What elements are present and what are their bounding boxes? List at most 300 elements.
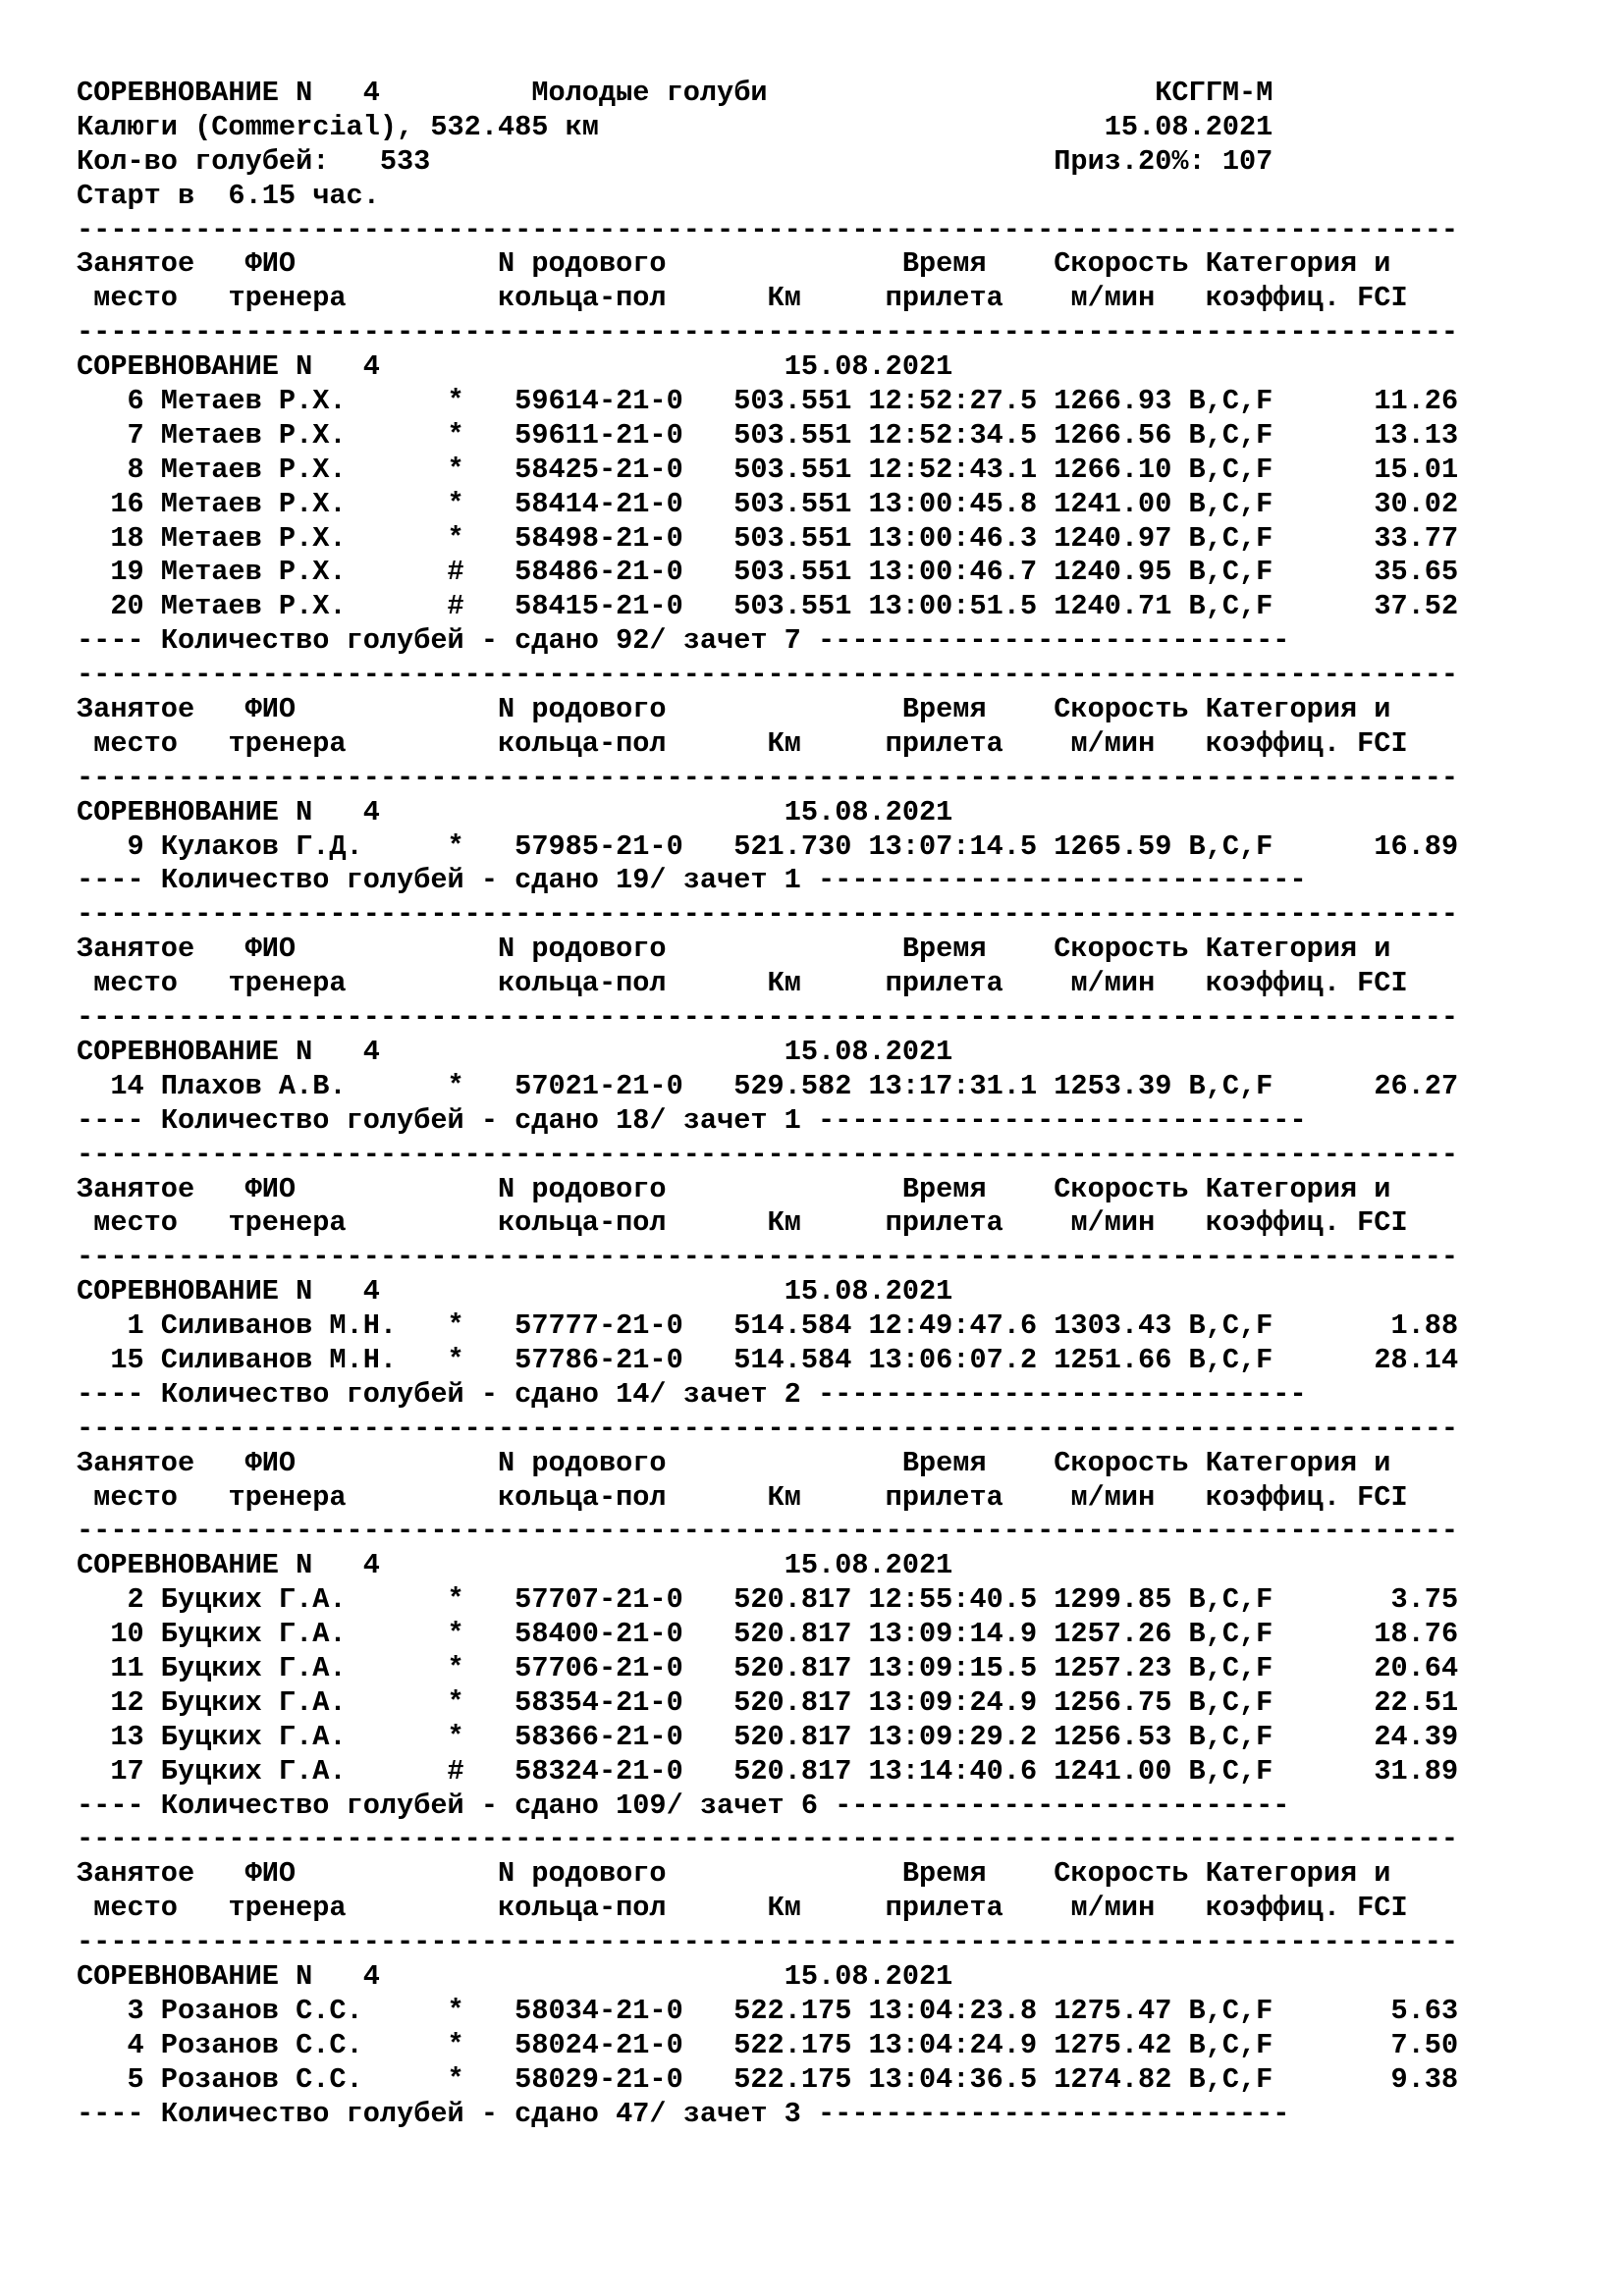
distance-km: 503.551 bbox=[733, 385, 852, 418]
arrival-time: 13:04:36.5 bbox=[868, 2062, 1038, 2096]
fancier-name: Буцких Г.А. bbox=[160, 1583, 347, 1617]
section-title bbox=[77, 1549, 1458, 1583]
section-title bbox=[77, 1036, 1458, 1070]
speed: 1256.53 bbox=[1054, 1720, 1172, 1753]
fci-coefficient: 24.39 bbox=[1374, 1720, 1459, 1753]
fancier-name: Буцких Г.А. bbox=[160, 1618, 347, 1651]
fancier-name: Метаев Р.Х. bbox=[160, 487, 347, 520]
distance-km: 522.175 bbox=[733, 1994, 852, 2027]
arrival-time: 13:09:29.2 bbox=[868, 1720, 1038, 1753]
distance-km: 514.584 bbox=[733, 1309, 852, 1343]
col-name-2: тренера bbox=[228, 282, 347, 315]
place: 17 bbox=[110, 1754, 144, 1788]
category: B,C,F bbox=[1188, 2028, 1273, 2061]
fci-coefficient: 30.02 bbox=[1374, 487, 1459, 520]
category: B,C,F bbox=[1188, 453, 1273, 486]
column-header-line-2 bbox=[77, 1481, 1458, 1516]
col-time: Время bbox=[901, 693, 987, 726]
col-speed: Скорость bbox=[1054, 1446, 1189, 1479]
result-row bbox=[77, 1995, 1458, 2029]
col-speed-2: м/мин bbox=[1070, 967, 1156, 1000]
arrival-time: 12:52:43.1 bbox=[868, 453, 1038, 486]
arrival-time: 13:00:45.8 bbox=[868, 487, 1038, 520]
col-speed: Скорость bbox=[1054, 247, 1189, 281]
ring-number: 59611-21-0 bbox=[514, 418, 683, 452]
arrival-time: 13:07:14.5 bbox=[868, 829, 1038, 863]
separator-line: ---------------------------------------------------------------------------------- bbox=[77, 1241, 1459, 1274]
place: 2 bbox=[127, 1583, 144, 1617]
place: 4 bbox=[127, 2028, 144, 2061]
separator-line: ---------------------------------------------------------------------------------- bbox=[77, 1138, 1459, 1171]
separator-line: ---------------------------------------------------------------------------------- bbox=[77, 761, 1459, 794]
result-row bbox=[77, 830, 1458, 865]
separator-line: ---------------------------------------------------------------------------------- bbox=[77, 213, 1459, 246]
arrival-time: 13:04:23.8 bbox=[868, 1994, 1038, 2027]
distance-km: 520.817 bbox=[733, 1651, 852, 1684]
mark: * bbox=[447, 453, 464, 486]
result-row bbox=[77, 556, 1458, 590]
col-speed-2: м/мин bbox=[1070, 1480, 1156, 1514]
result-row bbox=[77, 2029, 1458, 2063]
place: 10 bbox=[110, 1618, 144, 1651]
speed: 1257.26 bbox=[1054, 1618, 1172, 1651]
place: 15 bbox=[110, 1343, 144, 1376]
speed: 1275.42 bbox=[1054, 2028, 1172, 2061]
col-place-2: место bbox=[93, 282, 178, 315]
col-speed: Скорость bbox=[1054, 1857, 1189, 1891]
col-time: Время bbox=[901, 1172, 987, 1205]
col-name: ФИО bbox=[244, 693, 297, 726]
arrival-time: 13:14:40.6 bbox=[868, 1754, 1038, 1788]
speed: 1299.85 bbox=[1054, 1583, 1172, 1617]
col-time: Время bbox=[901, 1446, 987, 1479]
col-name: ФИО bbox=[244, 933, 297, 966]
category: B,C,F bbox=[1188, 385, 1273, 418]
col-name-2: тренера bbox=[228, 967, 347, 1000]
separator-line: ---------------------------------------------------------------------------------- bbox=[77, 316, 1459, 349]
mark: * bbox=[447, 1685, 464, 1719]
result-row bbox=[77, 1755, 1458, 1789]
fci-coefficient: 16.89 bbox=[1374, 829, 1459, 863]
fancier-name: Буцких Г.А. bbox=[160, 1651, 347, 1684]
col-place: Занятое bbox=[77, 933, 195, 966]
col-speed-2: м/мин bbox=[1070, 282, 1156, 315]
col-ring: N родового bbox=[498, 933, 667, 966]
competition-title: СОРЕВНОВАНИЕ N 4 bbox=[77, 77, 380, 109]
col-speed-2: м/мин bbox=[1070, 726, 1156, 760]
mark: * bbox=[447, 1618, 464, 1651]
distance-km: 521.730 bbox=[733, 829, 852, 863]
category: B,C,F bbox=[1188, 829, 1273, 863]
category: B,C,F bbox=[1188, 556, 1273, 589]
arrival-time: 13:09:24.9 bbox=[868, 1685, 1038, 1719]
distance-km: 514.584 bbox=[733, 1343, 852, 1376]
fancier-name: Метаев Р.Х. bbox=[160, 590, 347, 623]
section-competition: СОРЕВНОВАНИЕ N 4 bbox=[77, 1549, 380, 1582]
mark: * bbox=[447, 1651, 464, 1684]
distance-km: 503.551 bbox=[733, 418, 852, 452]
ring-number: 58034-21-0 bbox=[514, 1994, 683, 2027]
col-category: Категория и bbox=[1205, 1446, 1391, 1479]
distance-km: 503.551 bbox=[733, 556, 852, 589]
result-row bbox=[77, 1618, 1458, 1652]
fci-coefficient: 9.38 bbox=[1390, 2062, 1459, 2096]
speed: 1275.47 bbox=[1054, 1994, 1172, 2027]
separator-line: ---------------------------------------------------------------------------------- bbox=[77, 1001, 1459, 1035]
mark: * bbox=[447, 1343, 464, 1376]
category: B,C,F bbox=[1188, 1583, 1273, 1617]
col-place: Занятое bbox=[77, 1172, 195, 1205]
ring-number: 58498-21-0 bbox=[514, 521, 683, 555]
arrival-time: 12:52:34.5 bbox=[868, 418, 1038, 452]
column-header-line-1 bbox=[77, 933, 1458, 967]
fci-coefficient: 31.89 bbox=[1374, 1754, 1459, 1788]
ring-number: 57021-21-0 bbox=[514, 1069, 683, 1102]
category: B,C,F bbox=[1188, 1651, 1273, 1684]
arrival-time: 13:00:46.7 bbox=[868, 556, 1038, 589]
fancier-name: Силиванов М.Н. bbox=[160, 1309, 398, 1343]
mark: * bbox=[447, 1309, 464, 1343]
fancier-name: Розанов С.С. bbox=[160, 1994, 363, 2027]
category: B,C,F bbox=[1188, 1685, 1273, 1719]
result-row bbox=[77, 1344, 1458, 1378]
col-name-2: тренера bbox=[228, 1206, 347, 1240]
col-ring: N родового bbox=[498, 1446, 667, 1479]
result-row bbox=[77, 385, 1458, 419]
category: B,C,F bbox=[1188, 1069, 1273, 1102]
section-summary: ---- Количество голубей - сдано 109/ зачет 6 --------------------------- bbox=[77, 1789, 1290, 1822]
fancier-name: Метаев Р.Х. bbox=[160, 418, 347, 452]
category-title: Молодые голуби bbox=[531, 77, 768, 109]
fci-coefficient: 20.64 bbox=[1374, 1651, 1459, 1684]
category: B,C,F bbox=[1188, 1618, 1273, 1651]
distance-km: 529.582 bbox=[733, 1069, 852, 1102]
fci-coefficient: 3.75 bbox=[1390, 1583, 1459, 1617]
section-competition: СОРЕВНОВАНИЕ N 4 bbox=[77, 795, 380, 828]
col-name: ФИО bbox=[244, 1857, 297, 1891]
category: B,C,F bbox=[1188, 1994, 1273, 2027]
col-name: ФИО bbox=[244, 1446, 297, 1479]
ring-number: 57707-21-0 bbox=[514, 1583, 683, 1617]
col-place: Занятое bbox=[77, 693, 195, 726]
arrival-time: 13:04:24.9 bbox=[868, 2028, 1038, 2061]
fancier-name: Метаев Р.Х. bbox=[160, 453, 347, 486]
place: 19 bbox=[110, 556, 144, 589]
col-time: Время bbox=[901, 247, 987, 281]
fci-coefficient: 7.50 bbox=[1390, 2028, 1459, 2061]
speed: 1266.93 bbox=[1054, 385, 1172, 418]
fancier-name: Буцких Г.А. bbox=[160, 1720, 347, 1753]
category: B,C,F bbox=[1188, 521, 1273, 555]
place: 1 bbox=[127, 1309, 144, 1343]
speed: 1240.71 bbox=[1054, 590, 1172, 623]
col-ring-2: кольца-пол bbox=[498, 1480, 667, 1514]
col-place-2: место bbox=[93, 1892, 178, 1925]
section-title bbox=[77, 1275, 1458, 1309]
col-ring-2: кольца-пол bbox=[498, 726, 667, 760]
fancier-name: Метаев Р.Х. bbox=[160, 521, 347, 555]
prize-info: Приз.20%: 107 bbox=[1054, 144, 1273, 178]
speed: 1256.75 bbox=[1054, 1685, 1172, 1719]
col-coef: коэффиц. FCI bbox=[1205, 1206, 1408, 1240]
arrival-time: 13:06:07.2 bbox=[868, 1343, 1038, 1376]
place: 12 bbox=[110, 1685, 144, 1719]
col-name-2: тренера bbox=[228, 1480, 347, 1514]
separator-line: ---------------------------------------------------------------------------------- bbox=[77, 898, 1459, 932]
place: 3 bbox=[127, 1994, 144, 2027]
result-row bbox=[77, 2063, 1458, 2098]
col-place-2: место bbox=[93, 967, 178, 1000]
section-summary: ---- Количество голубей - сдано 19/ зачет 1 ----------------------------- bbox=[77, 864, 1307, 897]
col-ring-2: кольца-пол bbox=[498, 282, 667, 315]
section-date: 15.08.2021 bbox=[784, 1035, 953, 1068]
fancier-name: Буцких Г.А. bbox=[160, 1685, 347, 1719]
separator-line: ---------------------------------------------------------------------------------- bbox=[77, 1412, 1459, 1445]
section-title bbox=[77, 350, 1458, 385]
col-ring: N родового bbox=[498, 247, 667, 281]
mark: # bbox=[447, 556, 464, 589]
result-row bbox=[77, 590, 1458, 624]
section-summary: ---- Количество голубей - сдано 18/ зачет 1 ----------------------------- bbox=[77, 1103, 1307, 1137]
ring-number: 58486-21-0 bbox=[514, 556, 683, 589]
speed: 1241.00 bbox=[1054, 1754, 1172, 1788]
col-time-2: прилета bbox=[885, 1892, 1003, 1925]
mark: * bbox=[447, 418, 464, 452]
col-name: ФИО bbox=[244, 1172, 297, 1205]
section-title bbox=[77, 1960, 1458, 1995]
mark: * bbox=[447, 829, 464, 863]
col-ring-2: кольца-пол bbox=[498, 1892, 667, 1925]
col-km: Км bbox=[767, 726, 801, 760]
fancier-name: Метаев Р.Х. bbox=[160, 556, 347, 589]
ring-number: 58414-21-0 bbox=[514, 487, 683, 520]
category: B,C,F bbox=[1188, 418, 1273, 452]
ring-number: 58415-21-0 bbox=[514, 590, 683, 623]
separator-line: ---------------------------------------------------------------------------------- bbox=[77, 1515, 1459, 1548]
fancier-name: Силиванов М.Н. bbox=[160, 1343, 398, 1376]
section-summary: ---- Количество голубей - сдано 47/ зачет 3 ---------------------------- bbox=[77, 2097, 1290, 2130]
category: B,C,F bbox=[1188, 1720, 1273, 1753]
arrival-time: 13:09:15.5 bbox=[868, 1651, 1038, 1684]
mark: # bbox=[447, 1754, 464, 1788]
mark: # bbox=[447, 590, 464, 623]
ring-number: 58324-21-0 bbox=[514, 1754, 683, 1788]
place: 9 bbox=[127, 829, 144, 863]
fci-coefficient: 5.63 bbox=[1390, 1994, 1459, 2027]
place: 11 bbox=[110, 1651, 144, 1684]
ring-number: 59614-21-0 bbox=[514, 385, 683, 418]
col-category: Категория и bbox=[1205, 1857, 1391, 1891]
col-time-2: прилета bbox=[885, 1480, 1003, 1514]
section-competition: СОРЕВНОВАНИЕ N 4 bbox=[77, 1035, 380, 1068]
place: 13 bbox=[110, 1720, 144, 1753]
col-ring: N родового bbox=[498, 1857, 667, 1891]
section-date: 15.08.2021 bbox=[784, 795, 953, 828]
col-time-2: прилета bbox=[885, 726, 1003, 760]
speed: 1251.66 bbox=[1054, 1343, 1172, 1376]
place: 5 bbox=[127, 2062, 144, 2096]
col-time-2: прилета bbox=[885, 282, 1003, 315]
col-km: Км bbox=[767, 1206, 801, 1240]
col-ring: N родового bbox=[498, 1172, 667, 1205]
col-time: Время bbox=[901, 933, 987, 966]
header-line-2 bbox=[77, 111, 1458, 145]
ring-number: 58425-21-0 bbox=[514, 453, 683, 486]
result-row bbox=[77, 488, 1458, 522]
result-row bbox=[77, 419, 1458, 454]
mark: * bbox=[447, 487, 464, 520]
col-speed-2: м/мин bbox=[1070, 1892, 1156, 1925]
column-header-line-1 bbox=[77, 1857, 1458, 1892]
arrival-time: 12:52:27.5 bbox=[868, 385, 1038, 418]
club-name: КСГГМ-М bbox=[1155, 77, 1273, 109]
col-speed: Скорость bbox=[1054, 693, 1189, 726]
col-category: Категория и bbox=[1205, 933, 1391, 966]
distance-km: 520.817 bbox=[733, 1583, 852, 1617]
col-place: Занятое bbox=[77, 1446, 195, 1479]
col-speed: Скорость bbox=[1054, 1172, 1189, 1205]
place: 8 bbox=[127, 453, 144, 486]
ring-number: 58029-21-0 bbox=[514, 2062, 683, 2096]
column-header-line-1 bbox=[77, 1447, 1458, 1481]
speed: 1266.56 bbox=[1054, 418, 1172, 452]
fci-coefficient: 13.13 bbox=[1374, 418, 1459, 452]
place: 16 bbox=[110, 487, 144, 520]
col-coef: коэффиц. FCI bbox=[1205, 1480, 1408, 1514]
arrival-time: 13:09:14.9 bbox=[868, 1618, 1038, 1651]
separator-line: ---------------------------------------------------------------------------------- bbox=[77, 1823, 1459, 1856]
mark: * bbox=[447, 2062, 464, 2096]
fci-coefficient: 15.01 bbox=[1374, 453, 1459, 486]
place: 14 bbox=[110, 1069, 144, 1102]
section-summary: ---- Количество голубей - сдано 92/ зачет 7 ---------------------------- bbox=[77, 624, 1290, 658]
column-header-line-1 bbox=[77, 693, 1458, 727]
section-title bbox=[77, 796, 1458, 830]
column-header-line-2 bbox=[77, 1206, 1458, 1241]
col-km: Км bbox=[767, 1480, 801, 1514]
arrival-time: 12:49:47.6 bbox=[868, 1309, 1038, 1343]
col-coef: коэффиц. FCI bbox=[1205, 967, 1408, 1000]
col-speed-2: м/мин bbox=[1070, 1206, 1156, 1240]
col-category: Категория и bbox=[1205, 693, 1391, 726]
speed: 1240.95 bbox=[1054, 556, 1172, 589]
fci-coefficient: 18.76 bbox=[1374, 1618, 1459, 1651]
fci-coefficient: 11.26 bbox=[1374, 385, 1459, 418]
speed: 1253.39 bbox=[1054, 1069, 1172, 1102]
result-row bbox=[77, 1721, 1458, 1755]
result-row bbox=[77, 454, 1458, 488]
ring-number: 58354-21-0 bbox=[514, 1685, 683, 1719]
arrival-time: 12:55:40.5 bbox=[868, 1583, 1038, 1617]
col-time-2: прилета bbox=[885, 1206, 1003, 1240]
fci-coefficient: 33.77 bbox=[1374, 521, 1459, 555]
start-time: Старт в 6.15 час. bbox=[77, 179, 380, 212]
ring-number: 58024-21-0 bbox=[514, 2028, 683, 2061]
mark: * bbox=[447, 385, 464, 418]
place: 18 bbox=[110, 521, 144, 555]
arrival-time: 13:17:31.1 bbox=[868, 1069, 1038, 1102]
ring-number: 57985-21-0 bbox=[514, 829, 683, 863]
distance-km: 503.551 bbox=[733, 487, 852, 520]
fancier-name: Метаев Р.Х. bbox=[160, 385, 347, 418]
category: B,C,F bbox=[1188, 590, 1273, 623]
fancier-name: Буцких Г.А. bbox=[160, 1754, 347, 1788]
fancier-name: Розанов С.С. bbox=[160, 2062, 363, 2096]
race-date: 15.08.2021 bbox=[1104, 110, 1273, 143]
column-header-line-1 bbox=[77, 1173, 1458, 1207]
column-header-line-1 bbox=[77, 247, 1458, 282]
speed: 1257.23 bbox=[1054, 1651, 1172, 1684]
column-header-line-2 bbox=[77, 1892, 1458, 1926]
col-ring-2: кольца-пол bbox=[498, 1206, 667, 1240]
fci-coefficient: 35.65 bbox=[1374, 556, 1459, 589]
distance-km: 503.551 bbox=[733, 521, 852, 555]
col-place: Занятое bbox=[77, 247, 195, 281]
results-document bbox=[77, 77, 1458, 2131]
col-ring-2: кольца-пол bbox=[498, 967, 667, 1000]
distance-km: 503.551 bbox=[733, 453, 852, 486]
col-km: Км bbox=[767, 967, 801, 1000]
section-date: 15.08.2021 bbox=[784, 350, 953, 384]
col-coef: коэффиц. FCI bbox=[1205, 726, 1408, 760]
column-header-line-2 bbox=[77, 727, 1458, 762]
speed: 1274.82 bbox=[1054, 2062, 1172, 2096]
ring-number: 58400-21-0 bbox=[514, 1618, 683, 1651]
separator-line: ---------------------------------------------------------------------------------- bbox=[77, 659, 1459, 692]
place: 20 bbox=[110, 590, 144, 623]
category: B,C,F bbox=[1188, 1343, 1273, 1376]
col-time-2: прилета bbox=[885, 967, 1003, 1000]
mark: * bbox=[447, 1720, 464, 1753]
section-summary: ---- Количество голубей - сдано 14/ зачет 2 ----------------------------- bbox=[77, 1377, 1307, 1411]
col-name: ФИО bbox=[244, 247, 297, 281]
section-date: 15.08.2021 bbox=[784, 1549, 953, 1582]
place: 6 bbox=[127, 385, 144, 418]
section-date: 15.08.2021 bbox=[784, 1959, 953, 1993]
result-row bbox=[77, 1309, 1458, 1344]
speed: 1265.59 bbox=[1054, 829, 1172, 863]
col-time: Время bbox=[901, 1857, 987, 1891]
fancier-name: Розанов С.С. bbox=[160, 2028, 363, 2061]
section-date: 15.08.2021 bbox=[784, 1275, 953, 1308]
column-header-line-2 bbox=[77, 282, 1458, 316]
header-line-4 bbox=[77, 180, 1458, 214]
section-competition: СОРЕВНОВАНИЕ N 4 bbox=[77, 1959, 380, 1993]
col-place-2: место bbox=[93, 1206, 178, 1240]
header-line-3 bbox=[77, 145, 1458, 180]
col-speed: Скорость bbox=[1054, 933, 1189, 966]
fci-coefficient: 28.14 bbox=[1374, 1343, 1459, 1376]
category: B,C,F bbox=[1188, 487, 1273, 520]
col-km: Км bbox=[767, 282, 801, 315]
col-coef: коэффиц. FCI bbox=[1205, 282, 1408, 315]
result-row bbox=[77, 1070, 1458, 1104]
section-competition: СОРЕВНОВАНИЕ N 4 bbox=[77, 350, 380, 384]
mark: * bbox=[447, 1583, 464, 1617]
mark: * bbox=[447, 1069, 464, 1102]
mark: * bbox=[447, 2028, 464, 2061]
speed: 1241.00 bbox=[1054, 487, 1172, 520]
col-category: Категория и bbox=[1205, 247, 1391, 281]
col-place-2: место bbox=[93, 1480, 178, 1514]
col-coef: коэффиц. FCI bbox=[1205, 1892, 1408, 1925]
result-row bbox=[77, 1652, 1458, 1686]
fci-coefficient: 22.51 bbox=[1374, 1685, 1459, 1719]
separator-line: ---------------------------------------------------------------------------------- bbox=[77, 1926, 1459, 1959]
ring-number: 57777-21-0 bbox=[514, 1309, 683, 1343]
place: 7 bbox=[127, 418, 144, 452]
result-row bbox=[77, 1686, 1458, 1721]
